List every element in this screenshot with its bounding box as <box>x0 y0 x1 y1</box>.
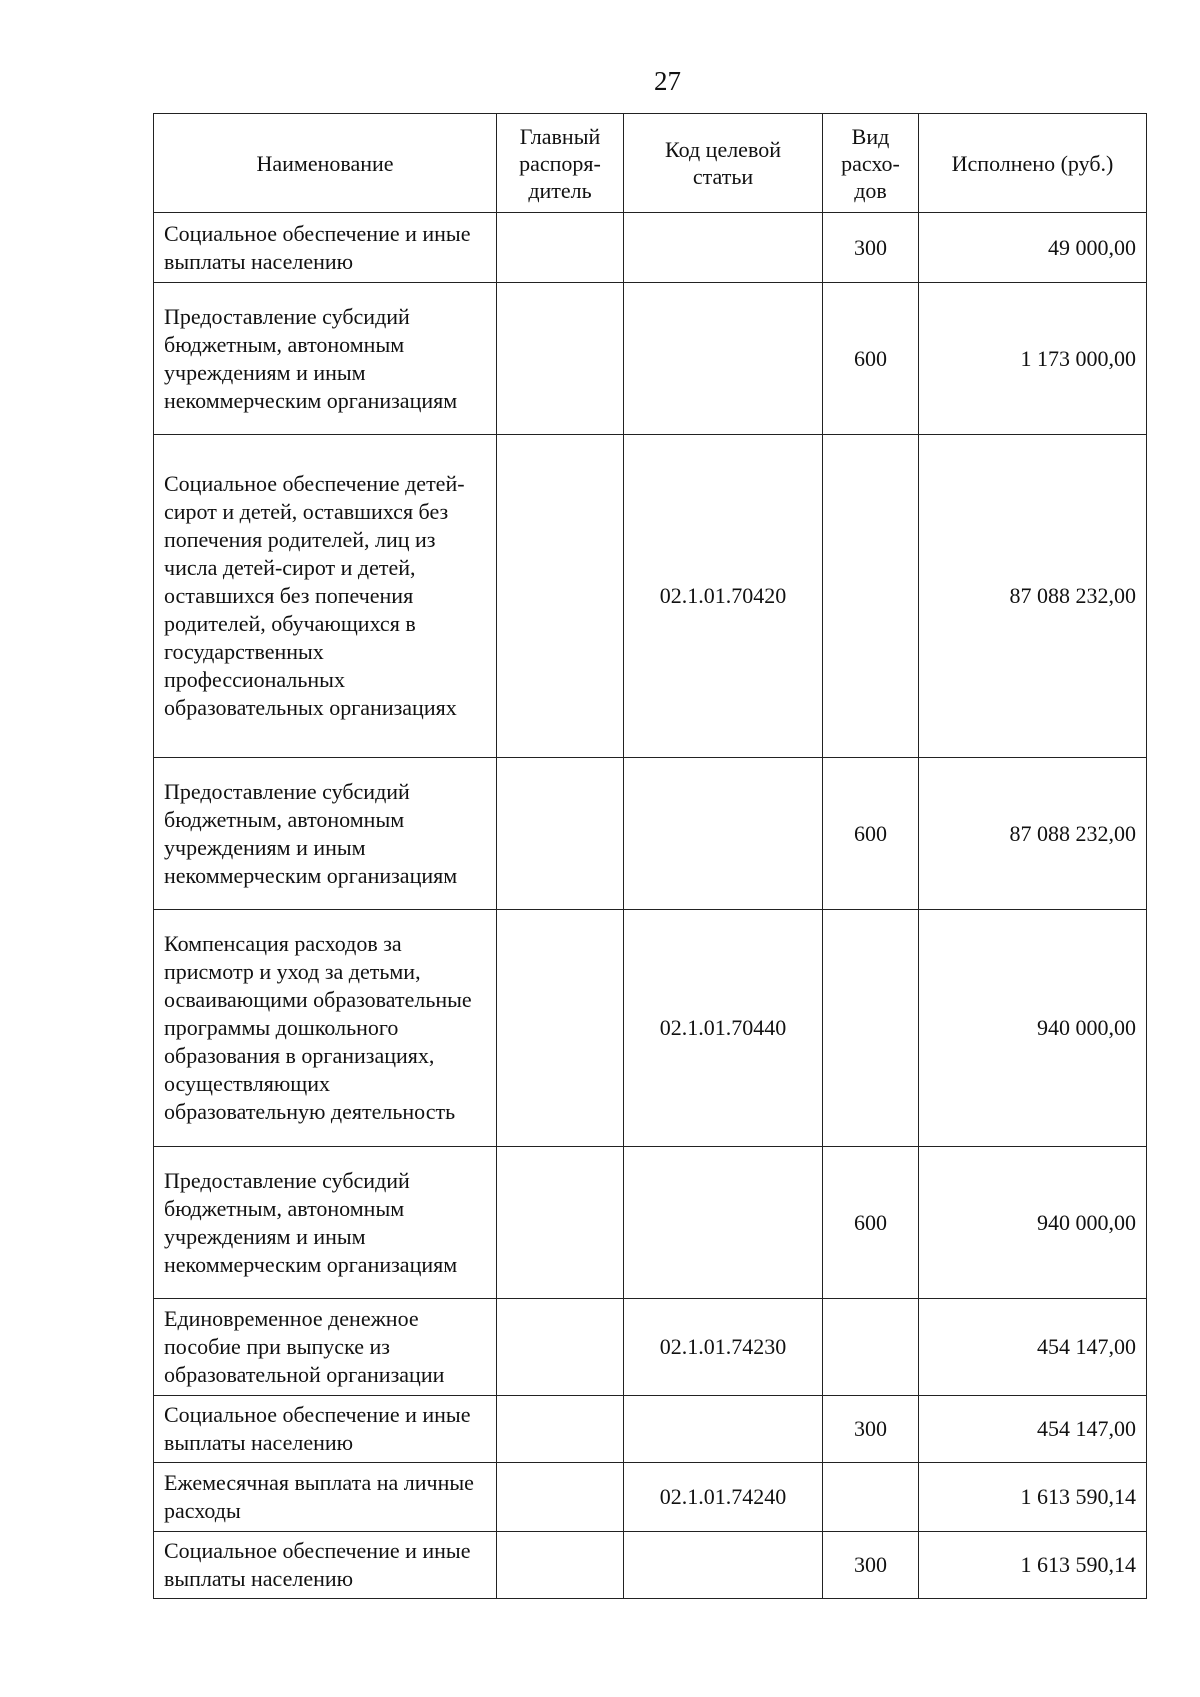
table-row <box>154 1396 1147 1463</box>
cell-manager <box>497 213 624 283</box>
page-number: 27 <box>654 66 681 96</box>
cell-name: Ежемесячная выплата на личные расходы <box>154 1463 497 1532</box>
header-code: Код целевой статьи <box>624 114 823 213</box>
table-row <box>154 1532 1147 1599</box>
budget-execution-table <box>153 113 1147 1599</box>
cell-name: Компенсация расходов за присмотр и уход за детьми, осваивающими образовательные программы дошкольного образования в организациях, осуществляющих образовательную деятельность <box>154 910 497 1147</box>
cell-code: 02.1.01.70440 <box>624 910 823 1147</box>
header-type: Вид расхо-дов <box>823 114 919 213</box>
cell-name: Социальное обеспечение и иные выплаты населению <box>154 1396 497 1463</box>
cell-code <box>624 758 823 910</box>
cell-code: 02.1.01.70420 <box>624 435 823 758</box>
cell-code <box>624 213 823 283</box>
cell-executed: 454 147,00 <box>919 1299 1147 1396</box>
cell-code <box>624 1147 823 1299</box>
cell-manager <box>497 1532 624 1599</box>
cell-manager <box>497 1396 624 1463</box>
cell-executed: 940 000,00 <box>919 910 1147 1147</box>
cell-type: 300 <box>823 213 919 283</box>
cell-manager <box>497 910 624 1147</box>
cell-executed: 454 147,00 <box>919 1396 1147 1463</box>
header-manager: Главный распоря-дитель <box>497 114 624 213</box>
cell-executed: 87 088 232,00 <box>919 435 1147 758</box>
cell-name: Социальное обеспечение и иные выплаты населению <box>154 213 497 283</box>
table-row <box>154 1147 1147 1299</box>
cell-code: 02.1.01.74240 <box>624 1463 823 1532</box>
cell-type: 600 <box>823 1147 919 1299</box>
cell-executed: 1 613 590,14 <box>919 1463 1147 1532</box>
cell-executed: 49 000,00 <box>919 213 1147 283</box>
cell-name: Предоставление субсидий бюджетным, автономным учреждениям и иным некоммерческим организациям <box>154 283 497 435</box>
table-row <box>154 435 1147 758</box>
cell-manager <box>497 758 624 910</box>
cell-type <box>823 1463 919 1532</box>
cell-manager <box>497 283 624 435</box>
cell-name: Предоставление субсидий бюджетным, автономным учреждениям и иным некоммерческим организациям <box>154 758 497 910</box>
cell-executed: 87 088 232,00 <box>919 758 1147 910</box>
table-row <box>154 1299 1147 1396</box>
cell-manager <box>497 1463 624 1532</box>
table-row <box>154 283 1147 435</box>
table-row <box>154 213 1147 283</box>
cell-executed: 1 613 590,14 <box>919 1532 1147 1599</box>
cell-name: Социальное обеспечение детей-сирот и детей, оставшихся без попечения родителей, лиц из числа детей-сирот и детей, оставшихся без попечения родителей, обучающихся в государственных профессиональных образовательных организациях <box>154 435 497 758</box>
cell-code <box>624 1532 823 1599</box>
table-row <box>154 758 1147 910</box>
cell-manager <box>497 1299 624 1396</box>
header-name: Наименование <box>154 114 497 213</box>
cell-code <box>624 1396 823 1463</box>
cell-executed: 940 000,00 <box>919 1147 1147 1299</box>
cell-name: Предоставление субсидий бюджетным, автономным учреждениям и иным некоммерческим организациям <box>154 1147 497 1299</box>
cell-name: Единовременное денежное пособие при выпуске из образовательной организации <box>154 1299 497 1396</box>
header-executed: Исполнено (руб.) <box>919 114 1147 213</box>
cell-type <box>823 1299 919 1396</box>
cell-type <box>823 435 919 758</box>
cell-code: 02.1.01.74230 <box>624 1299 823 1396</box>
cell-executed: 1 173 000,00 <box>919 283 1147 435</box>
cell-manager <box>497 435 624 758</box>
cell-manager <box>497 1147 624 1299</box>
cell-type: 300 <box>823 1396 919 1463</box>
table-row <box>154 910 1147 1147</box>
table-body <box>154 213 1147 1599</box>
cell-type: 600 <box>823 283 919 435</box>
cell-type <box>823 910 919 1147</box>
cell-type: 300 <box>823 1532 919 1599</box>
cell-type: 600 <box>823 758 919 910</box>
cell-code <box>624 283 823 435</box>
cell-name: Социальное обеспечение и иные выплаты населению <box>154 1532 497 1599</box>
table-row <box>154 1463 1147 1532</box>
table-header-row <box>154 114 1147 213</box>
